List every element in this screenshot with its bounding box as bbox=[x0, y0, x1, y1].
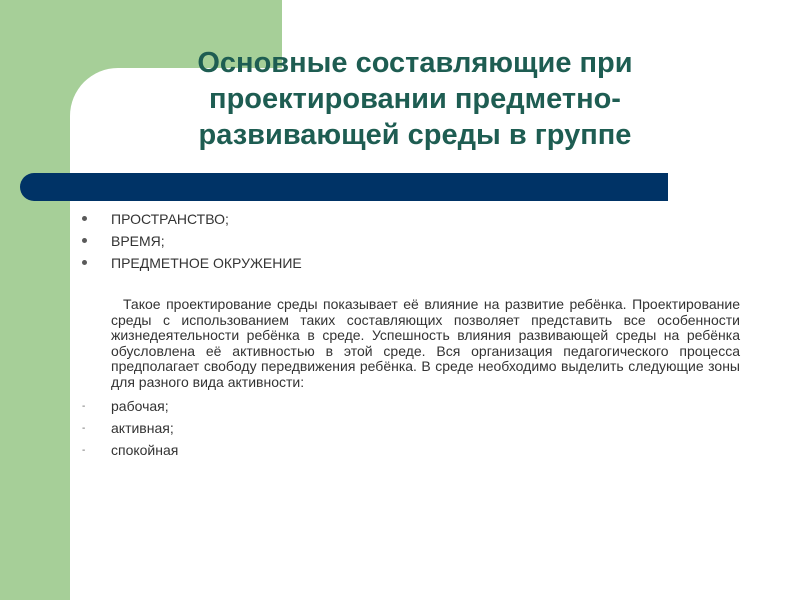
dash-marker: - bbox=[82, 445, 86, 456]
description-paragraph: Такое проектирование среды показывает её влияние на развитие ребёнка. Проектирование среды с использованием таких составляющих позволяет представить все особенности жизнедеятельности ребёнка в среде. Успешность влияния развивающей среды на ребёнка обусловлена её активностью в этой среде. Вся организация педагогического процесса предполагает свободу передвижения ребёнка. В среде необходимо выделить следующие зоны для разного вида активности: bbox=[111, 296, 740, 390]
bullet-text: ПРЕДМЕТНОЕ ОКРУЖЕНИЕ bbox=[111, 255, 302, 271]
slide-body bbox=[80, 210, 740, 463]
zone-item bbox=[80, 397, 740, 416]
bullet-item bbox=[80, 232, 740, 251]
bullet-dot-icon bbox=[82, 260, 87, 265]
bullet-text: ПРОСТРАНСТВО; bbox=[111, 211, 229, 227]
bullet-item bbox=[80, 254, 740, 273]
bullet-dot-icon bbox=[82, 238, 87, 243]
title-underline-bar bbox=[20, 173, 668, 201]
dash-marker: - bbox=[82, 423, 86, 434]
zone-text: спокойная bbox=[111, 442, 179, 458]
zone-text: рабочая; bbox=[111, 398, 169, 414]
zone-item bbox=[80, 419, 740, 438]
bullet-text: ВРЕМЯ; bbox=[111, 233, 165, 249]
bullet-dot-icon bbox=[82, 216, 87, 221]
zone-item bbox=[80, 441, 740, 460]
bullet-item bbox=[80, 210, 740, 229]
slide-title: Основные составляющие при проектировании предметно-развивающей среды в группе bbox=[197, 47, 633, 151]
dash-marker: - bbox=[82, 401, 86, 412]
zone-list bbox=[80, 397, 740, 460]
bullet-list bbox=[80, 210, 740, 273]
zone-text: активная; bbox=[111, 420, 174, 436]
